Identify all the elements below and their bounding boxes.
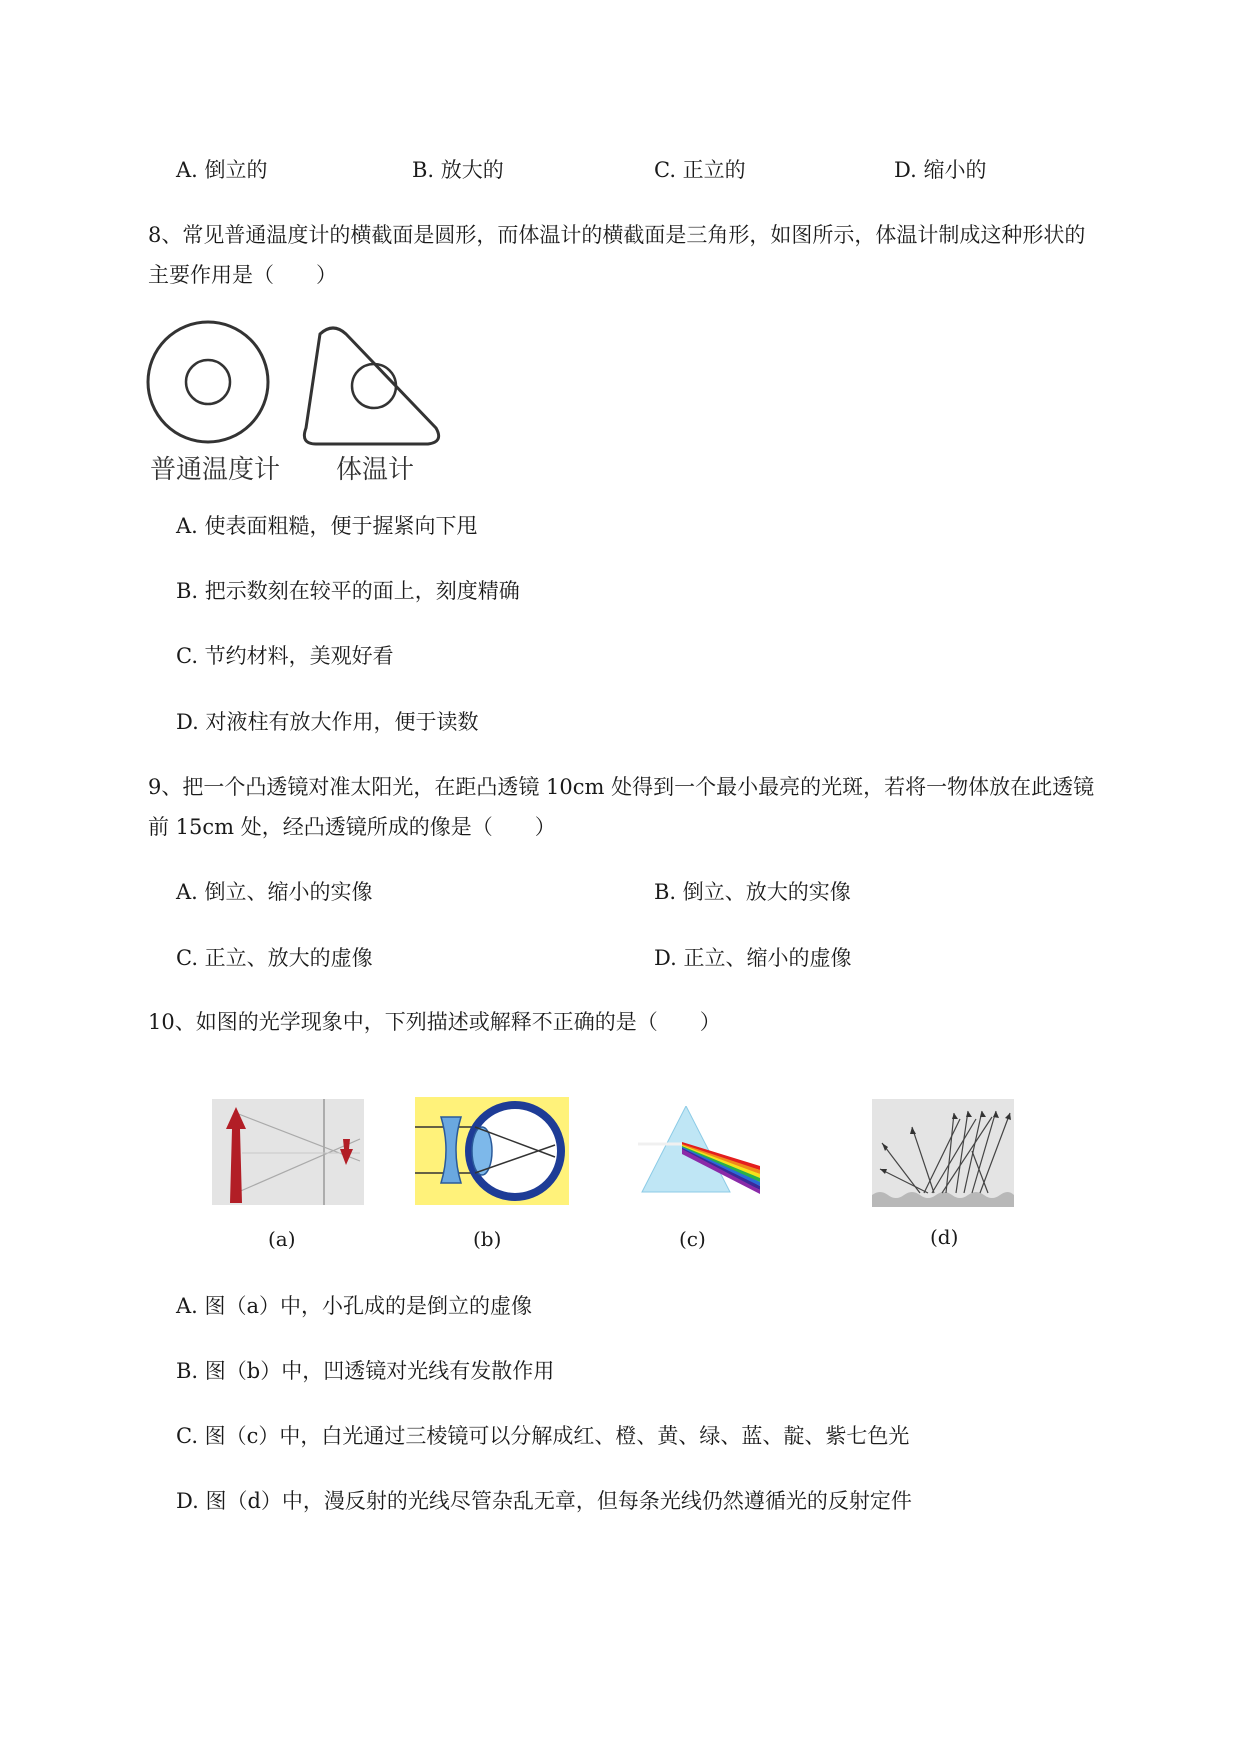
figure-b-eye-concave-lens <box>415 1097 569 1205</box>
clinical-thermometer-triangle <box>304 328 438 444</box>
q8-stem-line1: 8、常见普通温度计的横截面是圆形，而体温计的横截面是三角形，如图所示，体温计制成这种形状的 <box>148 223 1086 247</box>
q8-option-c: C. 节约材料，美观好看 <box>176 644 394 668</box>
figure-c-caption: (c) <box>679 1227 706 1251</box>
figure-a-caption: (a) <box>268 1227 296 1251</box>
q7-option-c: C. 正立的 <box>654 158 746 182</box>
q8-stem-line2: 主要作用是（ ） <box>148 263 337 287</box>
figure-c-prism-dispersion <box>638 1106 760 1202</box>
figure-d-diffuse-reflection <box>872 1099 1014 1207</box>
thermometer-cross-section-figure <box>140 316 450 486</box>
clinical-thermometer-label: 体温计 <box>336 455 415 485</box>
q9-stem-line2: 前 15cm 处，经凸透镜所成的像是（ ） <box>148 815 556 839</box>
q10-stem: 10、如图的光学现象中，下列描述或解释不正确的是（ ） <box>148 1010 721 1034</box>
q9-option-a: A. 倒立、缩小的实像 <box>176 880 373 904</box>
q8-option-d: D. 对液柱有放大作用，便于读数 <box>176 710 479 734</box>
q10-option-a: A. 图（a）中，小孔成的是倒立的虚像 <box>176 1294 533 1318</box>
q10-option-c: C. 图（c）中，白光通过三棱镜可以分解成红、橙、黄、绿、蓝、靛、紫七色光 <box>176 1424 910 1448</box>
clinical-thermometer-inner-circle <box>352 364 396 408</box>
figure-b-caption: (b) <box>473 1227 502 1251</box>
q10-option-d: D. 图（d）中，漫反射的光线尽管杂乱无章，但每条光线仍然遵循光的反射定件 <box>176 1489 912 1513</box>
ordinary-thermometer-outer-circle <box>148 322 268 442</box>
figure-d-caption: (d) <box>930 1225 959 1249</box>
q9-option-b: B. 倒立、放大的实像 <box>654 880 851 904</box>
ordinary-thermometer-inner-circle <box>186 360 230 404</box>
q7-option-d: D. 缩小的 <box>894 158 987 182</box>
q8-option-b: B. 把示数刻在较平的面上，刻度精确 <box>176 579 520 603</box>
q9-stem-line1: 9、把一个凸透镜对准太阳光，在距凸透镜 10cm 处得到一个最小最亮的光斑，若将一物体放在此透镜 <box>148 775 1095 799</box>
q9-option-d: D. 正立、缩小的虚像 <box>654 946 852 970</box>
q7-option-b: B. 放大的 <box>412 158 504 182</box>
q8-option-a: A. 使表面粗糙，便于握紧向下甩 <box>176 514 478 538</box>
ordinary-thermometer-label: 普通温度计 <box>150 455 281 485</box>
figure-a-pinhole <box>212 1099 364 1205</box>
q9-option-c: C. 正立、放大的虚像 <box>176 946 373 970</box>
q10-option-b: B. 图（b）中，凹透镜对光线有发散作用 <box>176 1359 555 1383</box>
q7-option-a: A. 倒立的 <box>176 158 268 182</box>
